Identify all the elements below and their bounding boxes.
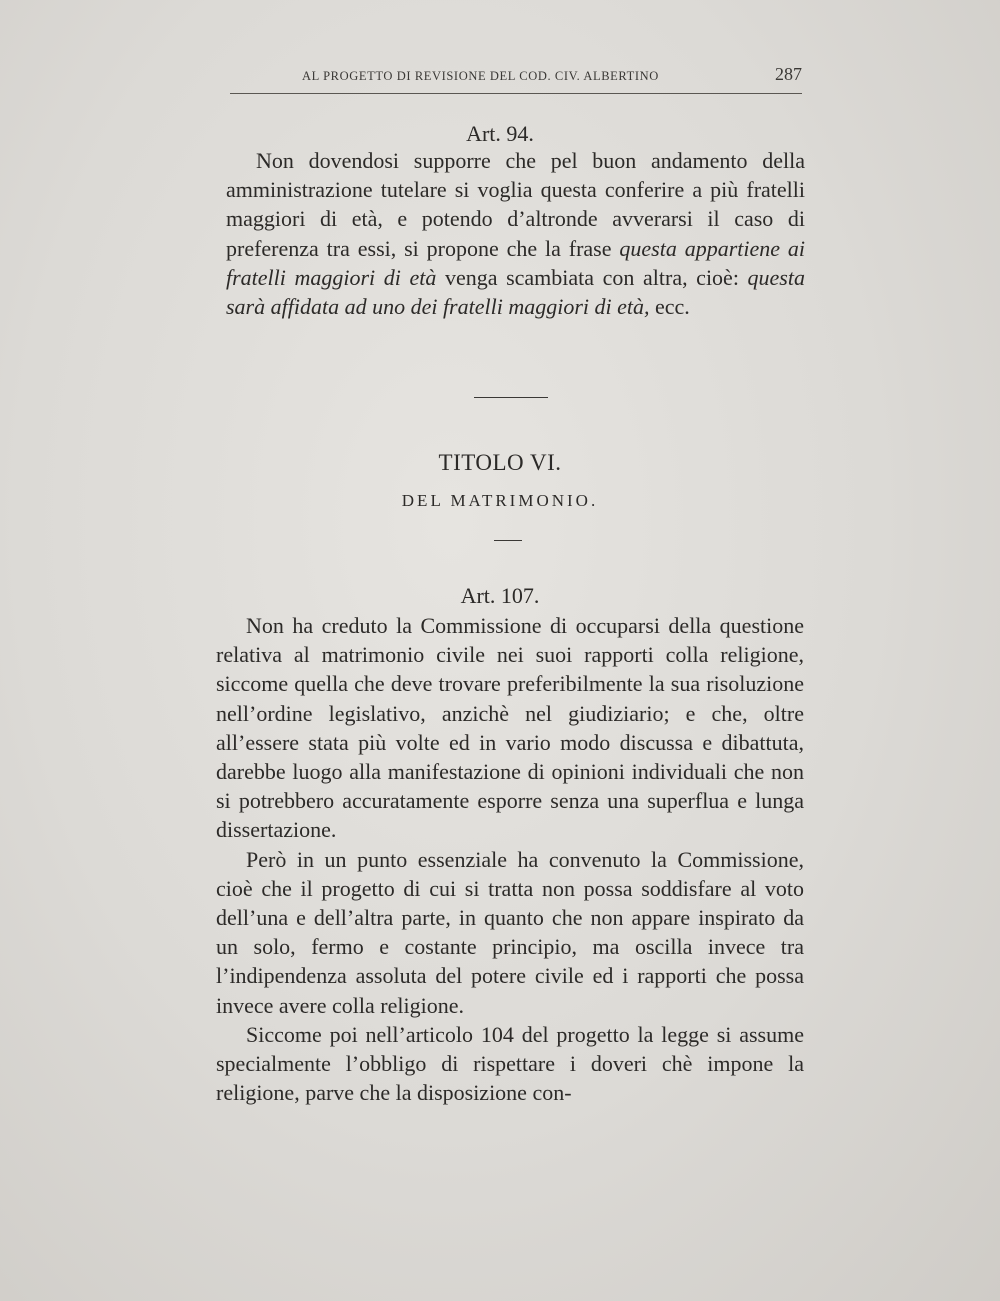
header-rule <box>230 93 802 94</box>
article-107-paragraph-2: Però in un punto essenziale ha convenuto la Commissione, cioè che il progetto di cui si tratta non possa soddisfare al voto dell’una e dell’altra parte, in quanto che non appare inspirato da un solo, fermo e costante principio, ma oscilla invece tra l’indipendenza assoluta del potere civile ed i rapporti che possa invece avere colla religione. <box>216 846 804 1018</box>
page-header <box>230 66 802 88</box>
titolo-heading: TITOLO VI. <box>438 450 562 475</box>
article-94-paragraph <box>226 146 805 321</box>
article-94-text-2: venga scambiata con altra, cioè: <box>436 264 748 290</box>
article-94-text-3: ecc. <box>649 294 690 320</box>
article-107-paragraph-1: Non ha creduto la Commissione di occuparsi della questione relativa al matrimonio civile nei suoi rapporti colla religione, siccome quella che deve trovare preferibilmente la sua risoluzione nell’ordine legislativo, anzichè nel giudiziario; e che, oltre all’essere stata più volte ed in vario modo discussa e dibattuta, darebbe luogo alla manifestazione di opinioni individuali che non si potrebbero accuratamente esporre senza una superflua e lunga dissertazione. <box>216 613 804 843</box>
article-94-quote-1: questa appartiene ai fratelli maggiori di età <box>226 235 805 290</box>
article-107-heading: Art. 107. <box>460 583 540 608</box>
article-94-heading: Art. 94. <box>466 121 534 146</box>
article-107-paragraph-3: Siccome poi nell’articolo 104 del progetto la legge si assume specialmente l’obbligo di rispettare i doveri chè impone la religione, parve che la disposizione con- <box>216 1021 804 1106</box>
section-divider <box>474 397 548 398</box>
title-divider <box>494 540 522 541</box>
article-94-text-1: Non dovendosi supporre che pel buon andamento della amministrazione tutelare si voglia questa conferire a più fratelli maggiori di età, e potendo d’altronde avverarsi il caso di preferenza tra essi, si propone che la frase <box>226 148 805 261</box>
titolo-subtitle: DEL MATRIMONIO. <box>401 491 599 510</box>
article-107-body <box>216 611 804 1107</box>
article-94-body <box>226 146 805 321</box>
article-94-quote-2: questa sarà affidata ad uno dei fratelli maggiori di età, <box>226 264 805 320</box>
page-number: 287 <box>775 64 802 84</box>
running-title: AL PROGETTO DI REVISIONE DEL COD. CIV. ALBERTINO <box>302 69 659 83</box>
